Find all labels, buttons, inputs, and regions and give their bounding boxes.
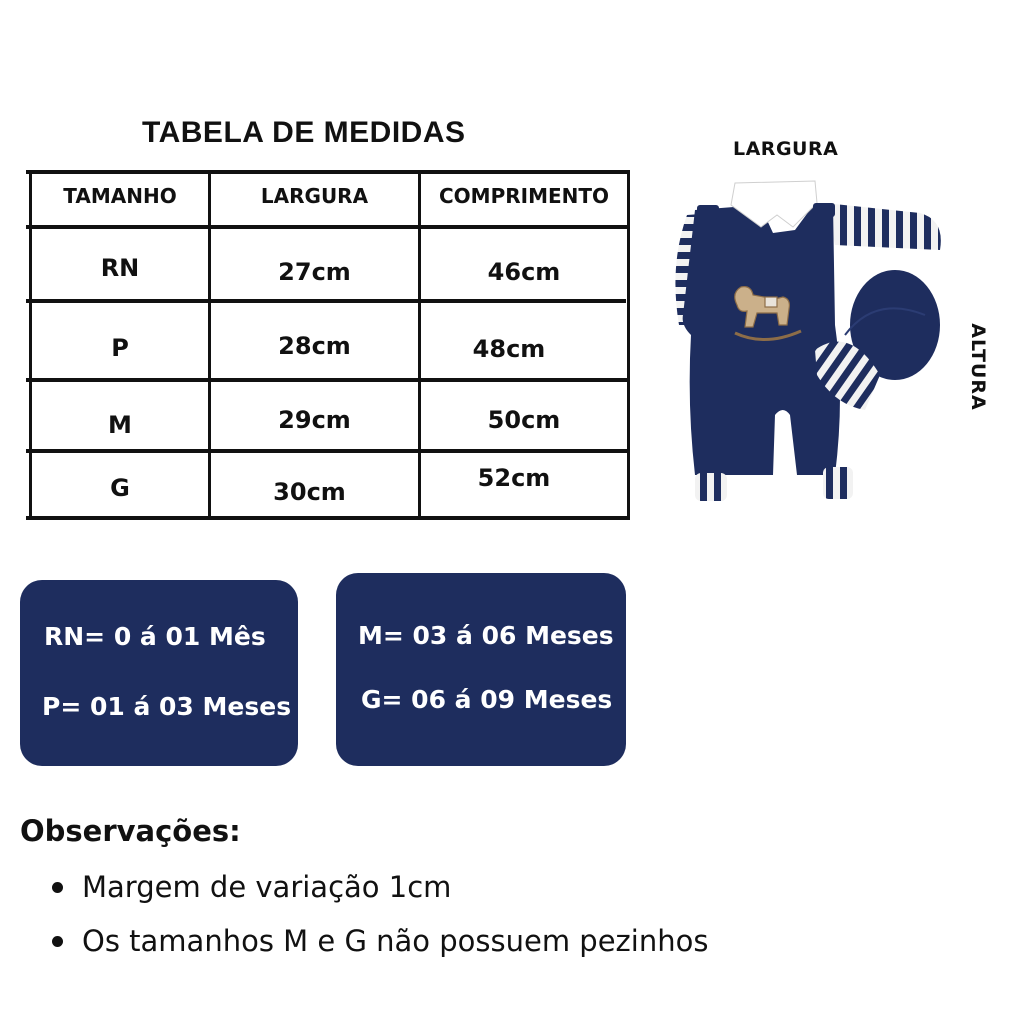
table-cell-size: RN <box>100 254 140 282</box>
age-range-m: M= 03 á 06 Meses <box>358 621 614 650</box>
table-divider <box>26 449 630 453</box>
table-cell-largura: 29cm <box>278 406 351 434</box>
shoulder-strap <box>697 205 719 219</box>
largura-label: LARGURA <box>733 138 839 160</box>
age-range-p: P= 01 á 03 Meses <box>42 692 292 721</box>
bullet-icon <box>52 936 63 947</box>
shoulder-strap <box>813 203 835 217</box>
table-cell-largura: 28cm <box>278 332 351 360</box>
right-foot-stripes <box>823 467 853 499</box>
age-range-box-right <box>336 573 626 766</box>
left-foot-stripes <box>695 473 727 501</box>
table-cell-size: P <box>111 334 129 362</box>
table-divider <box>26 299 626 303</box>
table-border-bottom <box>26 516 630 520</box>
table-divider <box>26 378 630 382</box>
header-tamanho: TAMANHO <box>63 184 177 208</box>
bullet-icon <box>52 882 63 893</box>
observation-text: Os tamanhos M e G não possuem pezinhos <box>82 924 709 958</box>
list-item <box>52 866 708 920</box>
age-range-rn: RN= 0 á 01 Mês <box>44 622 266 651</box>
baby-romper-illustration <box>665 175 950 510</box>
page-title: TABELA DE MEDIDAS <box>142 116 466 149</box>
age-range-g: G= 06 á 09 Meses <box>361 685 613 714</box>
table-cell-comprimento: 52cm <box>477 464 551 492</box>
header-largura: LARGURA <box>260 184 369 208</box>
header-comprimento: COMPRIMENTO <box>438 184 610 208</box>
observation-text: Margem de variação 1cm <box>82 870 452 904</box>
list-item <box>52 920 708 974</box>
table-cell-size: G <box>110 474 130 502</box>
table-divider <box>26 225 630 229</box>
table-cell-largura: 27cm <box>278 258 351 286</box>
right-sleeve <box>825 203 941 250</box>
altura-label: ALTURA <box>967 323 989 411</box>
table-cell-comprimento: 48cm <box>472 335 546 363</box>
table-cell-size: M <box>108 411 132 439</box>
table-cell-comprimento: 46cm <box>487 258 561 286</box>
age-range-box-left <box>20 580 298 766</box>
observations-title: Observações: <box>20 814 241 848</box>
size-table <box>26 170 630 520</box>
table-border-top <box>26 170 630 174</box>
observations-list <box>52 866 708 974</box>
table-cell-comprimento: 50cm <box>487 406 561 434</box>
table-cell-largura: 30cm <box>273 478 346 506</box>
table-border-right <box>627 170 630 520</box>
